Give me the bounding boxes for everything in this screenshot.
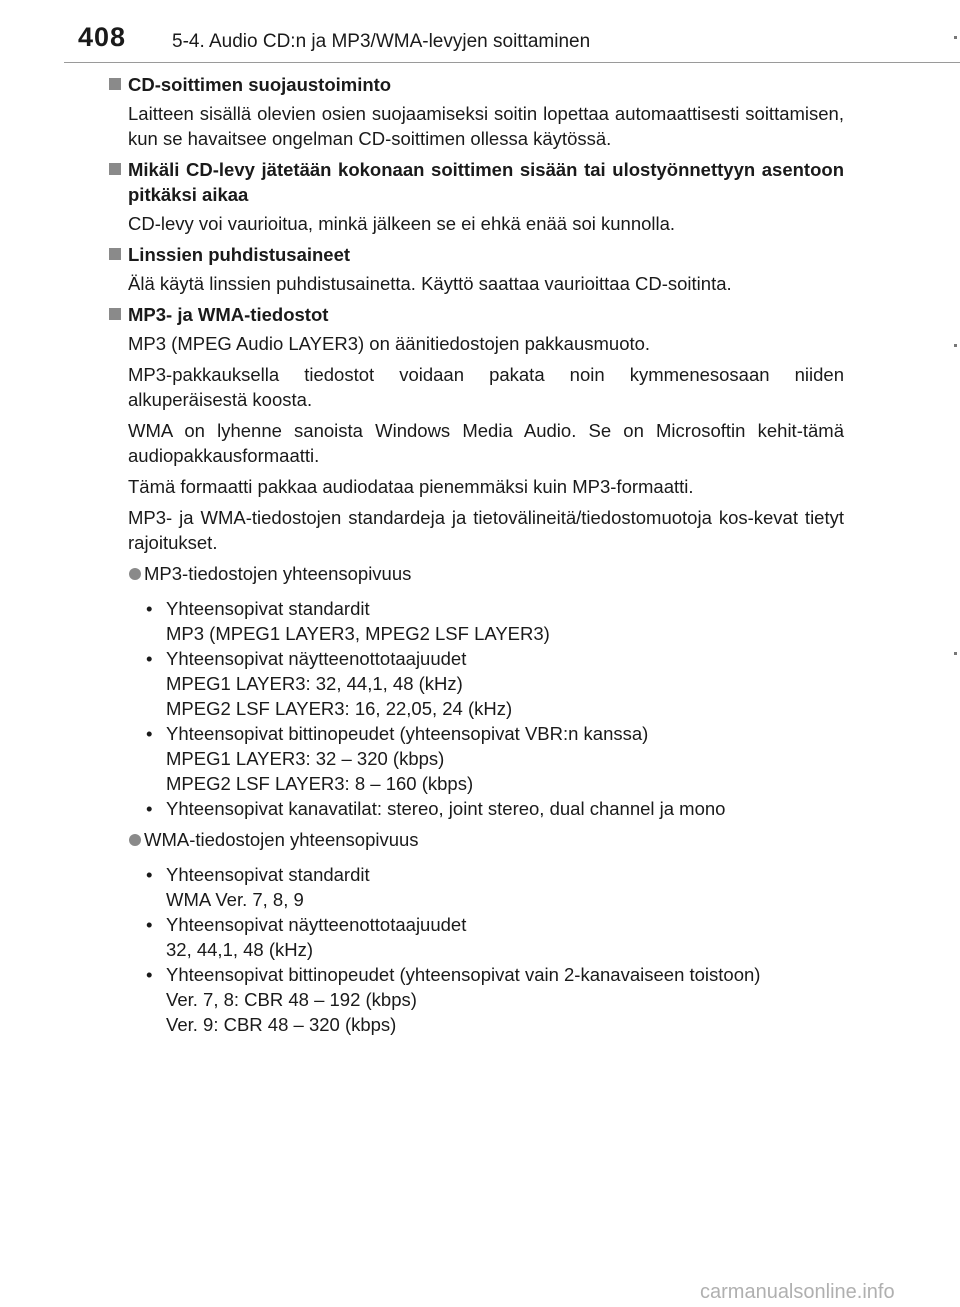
page-number: 408 (78, 22, 127, 52)
list-item-detail: MPEG1 LAYER3: 32, 44,1, 48 (kHz) (166, 673, 463, 694)
section-heading (108, 302, 844, 327)
list-item-title: • Yhteensopivat näytteenottotaajuudet (166, 914, 467, 935)
edge-crop-mark (954, 652, 957, 655)
section-mp3-wma-files (108, 302, 844, 1037)
section-heading (108, 72, 844, 97)
list-item-title: • Yhteensopivat näytteenottotaajuudet (166, 648, 467, 669)
list-item-detail: MPEG2 LSF LAYER3: 16, 22,05, 24 (kHz) (166, 698, 513, 719)
list-item-detail: 32, 44,1, 48 (kHz) (166, 939, 314, 960)
section-cd-protection (108, 72, 844, 151)
sub-heading (108, 561, 844, 586)
list-item-title: • Yhteensopivat standardit (166, 598, 370, 619)
list-item-detail: MP3 (MPEG1 LAYER3, MPEG2 LSF LAYER3) (166, 623, 550, 644)
section-heading-text: CD-soittimen suojaustoiminto (128, 74, 392, 95)
square-bullet-icon (109, 308, 121, 320)
paragraph: Laitteen sisällä olevien osien suojaamiseksi soitin lopettaa automaattisesti soittamisen, kun se havaitsee ongelman CD-soittimen ollessa käytössä. (128, 103, 844, 149)
page-content (108, 72, 844, 1043)
section-heading-text: Linssien puhdistusaineet (128, 244, 351, 265)
list-item-detail: MPEG2 LSF LAYER3: 8 – 160 (kbps) (166, 773, 474, 794)
list-item-title: • Yhteensopivat standardit (166, 864, 370, 885)
edge-crop-mark (954, 36, 957, 39)
page-header (0, 0, 960, 70)
list-item (108, 862, 844, 912)
sub-heading-text: MP3-tiedostojen yhteensopivuus (144, 563, 412, 584)
edge-crop-mark (954, 344, 957, 347)
section-heading-text: Mikäli CD-levy jätetään kokonaan soittimen sisään tai ulostyönnettyyn asentoon pitkäksi aikaa (128, 159, 844, 205)
paragraph: WMA on lyhenne sanoista Windows Media Audio. Se on Microsoftin kehit-tämä audiopakkausformaatti. (128, 420, 844, 466)
section-heading (108, 242, 844, 267)
paragraph: Tämä formaatti pakkaa audiodataa pienemmäksi kuin MP3-formaatti. (128, 476, 694, 497)
list-item-detail: MPEG1 LAYER3: 32 – 320 (kbps) (166, 748, 445, 769)
list-item-title: • Yhteensopivat bittinopeudet (yhteensopivat VBR:n kanssa) (166, 723, 649, 744)
section-lens-cleaners (108, 242, 844, 296)
circle-bullet-icon (129, 834, 141, 846)
list-item (108, 646, 844, 721)
sub-heading-text: WMA-tiedostojen yhteensopivuus (144, 829, 419, 850)
list-item (108, 962, 844, 1037)
square-bullet-icon (109, 78, 121, 90)
list-item-detail: WMA Ver. 7, 8, 9 (166, 889, 304, 910)
square-bullet-icon (109, 248, 121, 260)
list-item-title: • Yhteensopivat bittinopeudet (yhteensopivat vain 2-kanavaiseen toistoon) (166, 964, 761, 985)
mp3-spec-list (108, 596, 844, 821)
section-heading (108, 157, 844, 207)
list-item (108, 596, 844, 646)
section-cd-left-inside (108, 157, 844, 236)
list-item-detail: Ver. 9: CBR 48 – 320 (kbps) (166, 1014, 397, 1035)
chapter-title: 5-4. Audio CD:n ja MP3/WMA-levyjen soittaminen (172, 31, 591, 52)
sub-heading (108, 827, 844, 852)
paragraph: MP3-pakkauksella tiedostot voidaan pakata noin kymmenesosaan niiden alkuperäisestä koosta. (128, 364, 844, 410)
paragraph: MP3- ja WMA-tiedostojen standardeja ja tietovälineitä/tiedostomuotoja kos-kevat tietyt rajoitukset. (128, 507, 844, 553)
list-item (108, 721, 844, 796)
paragraph: MP3 (MPEG Audio LAYER3) on äänitiedostojen pakkausmuoto. (128, 333, 651, 354)
list-item (108, 912, 844, 962)
wma-spec-list (108, 862, 844, 1037)
list-item-title: • Yhteensopivat kanavatilat: stereo, joint stereo, dual channel ja mono (166, 798, 726, 819)
square-bullet-icon (109, 163, 121, 175)
watermark-link[interactable]: carmanualsonline.info (700, 1281, 895, 1303)
list-item-detail: Ver. 7, 8: CBR 48 – 192 (kbps) (166, 989, 417, 1010)
section-heading-text: MP3- ja WMA-tiedostot (128, 304, 329, 325)
list-item (108, 796, 844, 821)
paragraph: CD-levy voi vaurioitua, minkä jälkeen se ei ehkä enää soi kunnolla. (128, 213, 676, 234)
paragraph: Älä käytä linssien puhdistusainetta. Käyttö saattaa vaurioittaa CD-soitinta. (128, 273, 732, 294)
circle-bullet-icon (129, 568, 141, 580)
header-divider (64, 62, 960, 63)
